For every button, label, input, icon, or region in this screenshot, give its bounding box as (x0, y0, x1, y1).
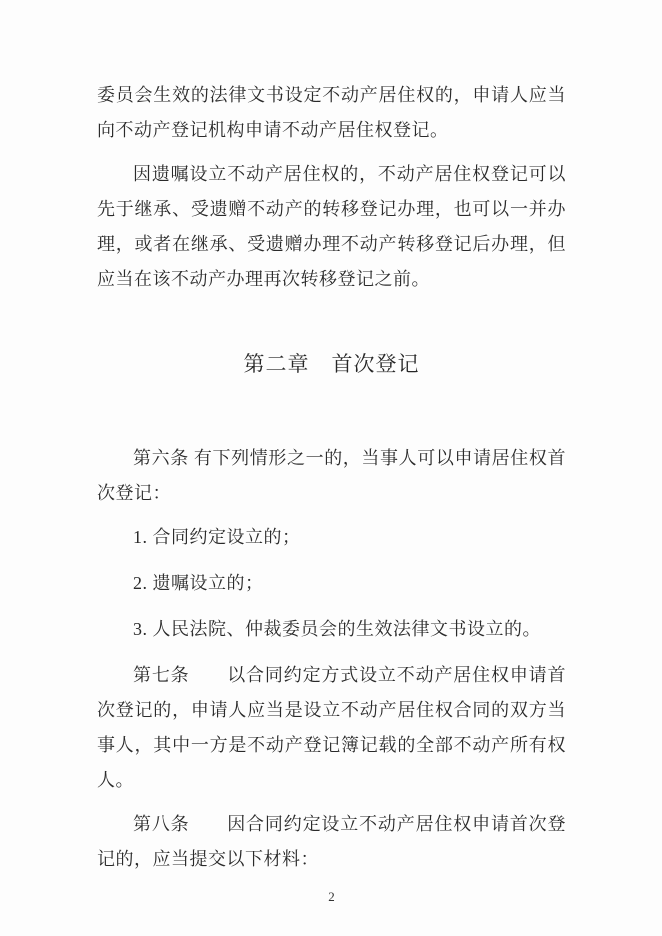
list-item-3: 3. 人民法院、仲裁委员会的生效法律文书设立的。 (133, 619, 541, 639)
list-item-1: 1. 合同约定设立的； (133, 527, 301, 547)
paragraph: 因遗嘱设立不动产居住权的，不动产居住权登记可以先于继承、受遗赠不动产的转移登记办理，也可以一并办理，或者在继承、受遗赠办理不动产转移登记后办理，但应当在该不动产办理再次转移登记之前。 (97, 164, 566, 289)
paragraph-continuation: 委员会生效的法律文书设定不动产居住权的，申请人应当向不动产登记机构申请不动产居住权登记。 (97, 85, 566, 140)
chapter-heading: 第二章 首次登记 (243, 352, 420, 376)
paragraph-article-8: 第八条 因合同约定设立不动产居住权申请首次登记的，应当提交以下材料： (97, 814, 566, 869)
list-item-2: 2. 遗嘱设立的； (133, 573, 264, 593)
page-number: 2 (328, 889, 335, 904)
paragraph-article-6: 第六条 有下列情形之一的，当事人可以申请居住权首次登记： (97, 448, 566, 503)
paragraph-article-7: 第七条 以合同约定方式设立不动产居住权申请首次登记的，申请人应当是设立不动产居住权合同的双方当事人，其中一方是不动产登记簿记载的全部不动产所有权人。 (97, 665, 566, 790)
